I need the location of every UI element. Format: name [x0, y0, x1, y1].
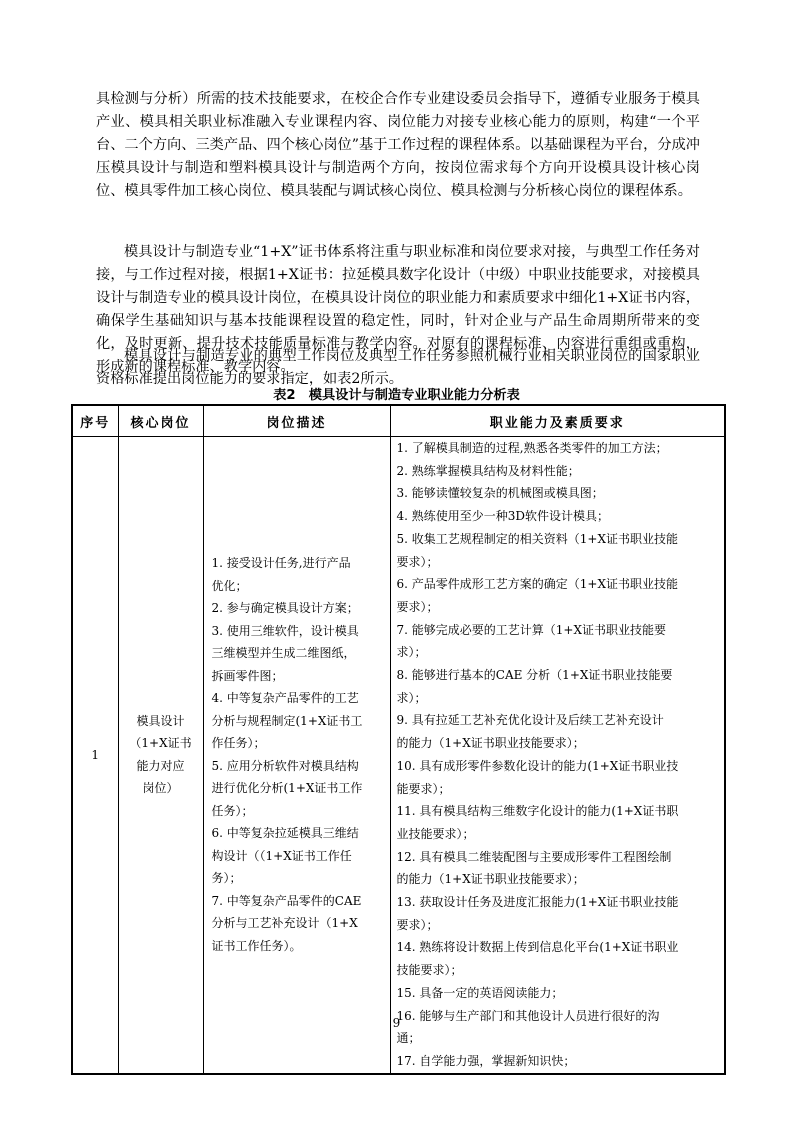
requirement-line: 要求）；	[396, 599, 439, 614]
requirement-line: 1. 了解模具制造的过程,熟悉各类零件的加工方法；	[396, 441, 668, 455]
header-number: 序号	[72, 405, 118, 437]
description-line: 务）；	[211, 871, 242, 886]
description-line: 作任务）；	[211, 736, 266, 751]
description-line: 分析与工艺补充设计（1+X	[211, 916, 358, 931]
requirement-line: 的能力（1+X证书职业技能要求）；	[396, 736, 585, 751]
requirement-line: 11. 具有模具结构三维数字化设计的能力(1+X证书职	[396, 804, 679, 819]
requirement-line: 6. 产品零件成形工艺方案的确定（1+X证书职业技能	[396, 577, 678, 592]
description-line: 优化；	[211, 578, 248, 593]
requirement-line: 求）；	[396, 690, 427, 705]
requirement-line: 14. 熟练将设计数据上传到信息化平台(1+X证书职业	[396, 940, 679, 955]
paragraph-curriculum-system: 具检测与分析）所需的技术技能要求，在校企合作专业建设委员会指导下，遵循专业服务于模具产业、模具相关职业标准融入专业课程内容、岗位能力对接专业核心能力的原则，构建“一个平台、二个方向、三类产品、四个核心岗位”基于工作过程的课程体系。以基础课程为平台，分成冲压模具设计与制造和塑料模具设计与制造两个方向，按岗位需求每个方向开设模具设计核心岗位、模具零件加工核心岗位、模具装配与调试核心岗位、模具检测与分析核心岗位的课程体系。	[96, 91, 700, 199]
description-line: 分析与规程制定(1+X证书工	[211, 713, 363, 728]
post-description-cell	[203, 437, 390, 1074]
requirement-line: 3. 能够读懂较复杂的机械图或模具图；	[396, 486, 604, 501]
requirement-line: 5. 收集工艺规程制定的相关资料（1+X证书职业技能	[396, 531, 678, 546]
requirement-line: 2. 熟练掌握模具结构及材料性能；	[396, 463, 580, 478]
requirement-line: 17. 自学能力强，掌握新知识快；	[396, 1053, 576, 1068]
requirement-line: 通；	[396, 1031, 421, 1046]
requirement-line: 要求）；	[396, 554, 439, 569]
description-line: 2. 参与确定模具设计方案；	[211, 601, 359, 616]
requirement-line: 能要求）；	[396, 781, 451, 796]
description-line: 构设计（（1+X证书工作任	[211, 848, 352, 863]
requirement-line: 9. 具有拉延工艺补充优化设计及后续工艺补充设计	[396, 713, 664, 728]
page-number: 9	[392, 1016, 401, 1030]
requirement-line: 16. 能够与生产部门和其他设计人员进行很好的沟	[396, 1008, 660, 1023]
description-line: 任务）；	[211, 803, 254, 818]
requirement-line: 12. 具有模具二维装配图与主要成形零件工程图绘制	[396, 849, 672, 864]
description-line: 证书工作任务）。	[211, 938, 302, 953]
description-line: 三维模型并生成二维图纸，	[211, 646, 356, 661]
table-header-row	[72, 405, 725, 437]
description-line: 7. 中等复杂产品零件的CAE	[211, 893, 362, 908]
row-number: 1	[72, 437, 118, 1074]
core-post-line: 能力对应	[136, 758, 185, 773]
requirements-cell	[390, 437, 725, 1074]
requirement-line: 的能力（1+X证书职业技能要求）；	[396, 872, 585, 887]
header-post-description: 岗位描述	[203, 405, 390, 437]
description-line: 4. 中等复杂产品零件的工艺	[211, 691, 359, 706]
description-line: 5. 应用分析软件对模具结构	[211, 758, 359, 773]
requirement-line: 求）；	[396, 645, 427, 660]
description-line: 拆画零件图；	[211, 668, 284, 683]
requirement-line: 7. 能够完成必要的工艺计算（1+X证书职业技能要	[396, 622, 666, 637]
requirement-line: 8. 能够进行基本的CAE 分析（1+X证书职业技能要	[396, 668, 673, 683]
paragraph-typical-posts: 模具设计与制造专业的典型工作岗位及典型工作任务参照机械行业相关职业岗位的国家职业资格标准提出岗位能力的要求指定，如表2所示。	[96, 348, 700, 387]
core-post-line: 模具设计	[136, 713, 185, 728]
core-post-cell	[118, 437, 203, 1074]
description-line: 进行优化分析(1+X证书工作	[211, 781, 363, 796]
requirement-line: 技能要求）；	[396, 963, 463, 978]
core-post-line: （1+X证书	[129, 736, 192, 751]
requirement-line: 10. 具有成形零件参数化设计的能力(1+X证书职业技	[396, 758, 679, 773]
description-line: 6. 中等复杂拉延模具三维结	[211, 826, 359, 841]
core-post-line: 岗位）	[142, 781, 179, 796]
table-caption: 表2 模具设计与制造专业职业能力分析表	[273, 388, 520, 403]
requirement-line: 业技能要求）；	[396, 826, 475, 841]
header-requirements: 职业能力及素质要求	[390, 405, 725, 437]
header-core-post: 核心岗位	[118, 405, 203, 437]
paragraph-1x-certificate: 模具设计与制造专业“1+X”证书体系将注重与职业标准和岗位要求对接，与典型工作任务对接，与工作过程对接，根据1+X证书：拉延模具数字化设计（中级）中职业技能要求，对接模具设计与制造专业的模具设计岗位，在模具设计岗位的职业能力和素质要求中细化1+X证书内容，确保学生基础知识与基本技能课程设置的稳定性，同时，针对企业与产品生命周期所带来的变化，及时更新、提升技术技能质量标准与教学内容。对原有的课程标准、内容进行重组或重构，形成新的课程标准、教学内容。	[96, 244, 700, 375]
ability-analysis-table	[71, 404, 726, 1075]
table-row	[72, 437, 725, 1074]
description-line: 3. 使用三维软件，设计模具	[211, 623, 359, 638]
requirement-line: 13. 获取设计任务及进度汇报能力(1+X证书职业技能	[396, 895, 679, 910]
requirement-line: 4. 熟练使用至少一种3D软件设计模具；	[396, 509, 610, 524]
description-line: 1. 接受设计任务,进行产品	[211, 556, 351, 571]
requirement-line: 15. 具备一定的英语阅读能力；	[396, 985, 564, 1000]
requirement-line: 要求）；	[396, 917, 439, 932]
